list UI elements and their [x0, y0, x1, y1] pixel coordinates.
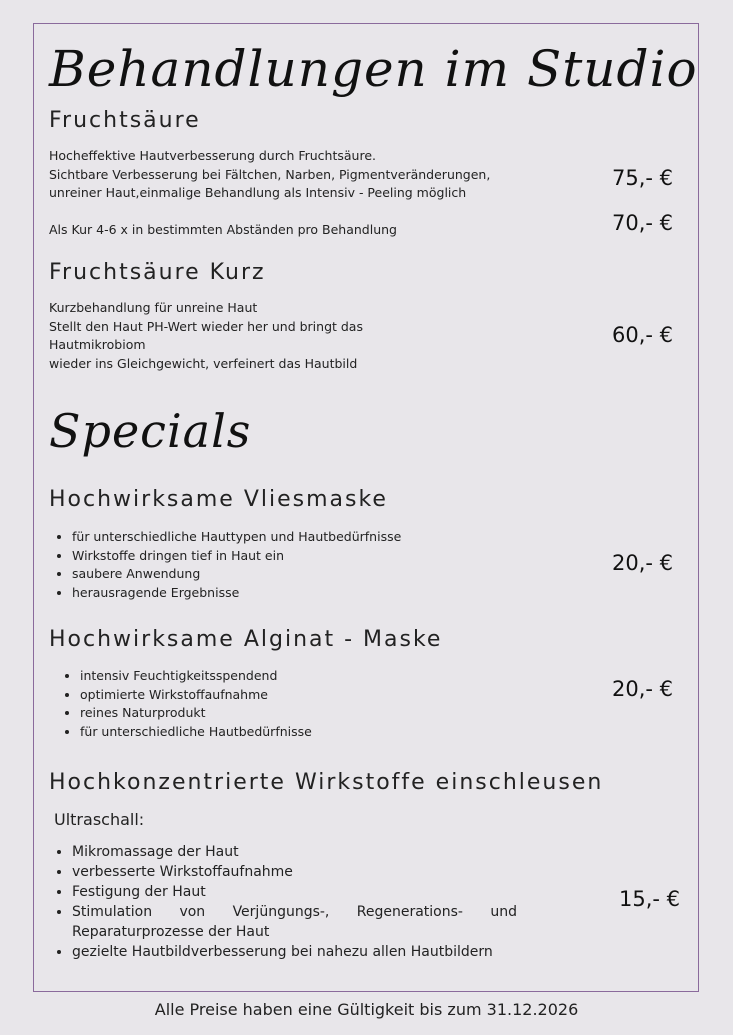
- description-line: Sichtbare Verbesserung bei Fältchen, Narben, Pigmentveränderungen,: [49, 166, 491, 182]
- list-item: • reines Naturprodukt: [80, 704, 312, 723]
- list-item: • saubere Anwendung: [72, 565, 401, 584]
- fruchtsaeure-kurz-description: [49, 299, 363, 373]
- validity-note: Alle Preise haben eine Gültigkeit bis zum 31.12.2026: [154, 1000, 579, 1019]
- section-heading-fruchtsaeure-kurz: Fruchtsäure Kurz: [49, 260, 266, 285]
- list-item: • Mikromassage der Haut: [72, 842, 517, 862]
- list-item: • verbesserte Wirkstoffaufnahme: [72, 862, 517, 882]
- section-heading-vliesmaske: Hochwirksame Vliesmaske: [49, 487, 388, 512]
- description-line: wieder ins Gleichgewicht, verfeinert das Hautbild: [49, 355, 358, 371]
- vliesmaske-list: [49, 528, 401, 602]
- fruchtsaeure-description: [49, 147, 490, 203]
- list-item: • intensiv Feuchtigkeitsspendend: [80, 667, 312, 686]
- list-item: • Stimulation von Verjüngungs-, Regenerations- und Reparaturprozesse der Haut: [72, 902, 517, 942]
- description-line: Kurzbehandlung für unreine Haut: [49, 300, 258, 315]
- list-item: • für unterschiedliche Hauttypen und Hautbedürfnisse: [72, 528, 401, 547]
- price-kur: 70,- €: [612, 211, 674, 235]
- price-fruchtsaeure: 75,- €: [612, 166, 674, 190]
- page-title: Behandlungen im Studio: [49, 40, 698, 98]
- price-vliesmaske: 20,- €: [612, 551, 674, 575]
- list-item: • herausragende Ergebnisse: [72, 584, 401, 603]
- ultraschall-subheading: Ultraschall:: [54, 810, 145, 829]
- description-line: Hocheffektive Hautverbesserung durch Fruchtsäure.: [49, 148, 377, 163]
- kur-text: Als Kur 4-6 x in bestimmten Abständen pro Behandlung: [49, 222, 397, 237]
- list-item: • Wirkstoffe dringen tief in Haut ein: [72, 547, 401, 566]
- list-item: • gezielte Hautbildverbesserung bei nahezu allen Hautbildern: [72, 942, 517, 962]
- description-line: unreiner Haut,einmalige Behandlung als Intensiv - Peeling möglich: [49, 185, 467, 200]
- section-heading-fruchtsaeure: Fruchtsäure: [49, 108, 201, 133]
- section-heading-wirkstoffe: Hochkonzentrierte Wirkstoffe einschleusen: [49, 770, 604, 795]
- price-alginat: 20,- €: [612, 677, 674, 701]
- list-item: • für unterschiedliche Hautbedürfnisse: [80, 723, 312, 742]
- price-wirkstoffe: 15,- €: [619, 887, 681, 911]
- specials-title: Specials: [49, 404, 252, 458]
- section-heading-alginat: Hochwirksame Alginat - Maske: [49, 627, 443, 652]
- wirkstoffe-list: [49, 842, 517, 962]
- description-line: Hautmikrobiom: [49, 337, 146, 352]
- description-line: Stellt den Haut PH-Wert wieder her und bringt das: [49, 318, 363, 334]
- list-item: • Festigung der Haut: [72, 882, 517, 902]
- alginat-list: [57, 667, 312, 741]
- list-item: • optimierte Wirkstoffaufnahme: [80, 686, 312, 705]
- price-fruchtsaeure-kurz: 60,- €: [612, 323, 674, 347]
